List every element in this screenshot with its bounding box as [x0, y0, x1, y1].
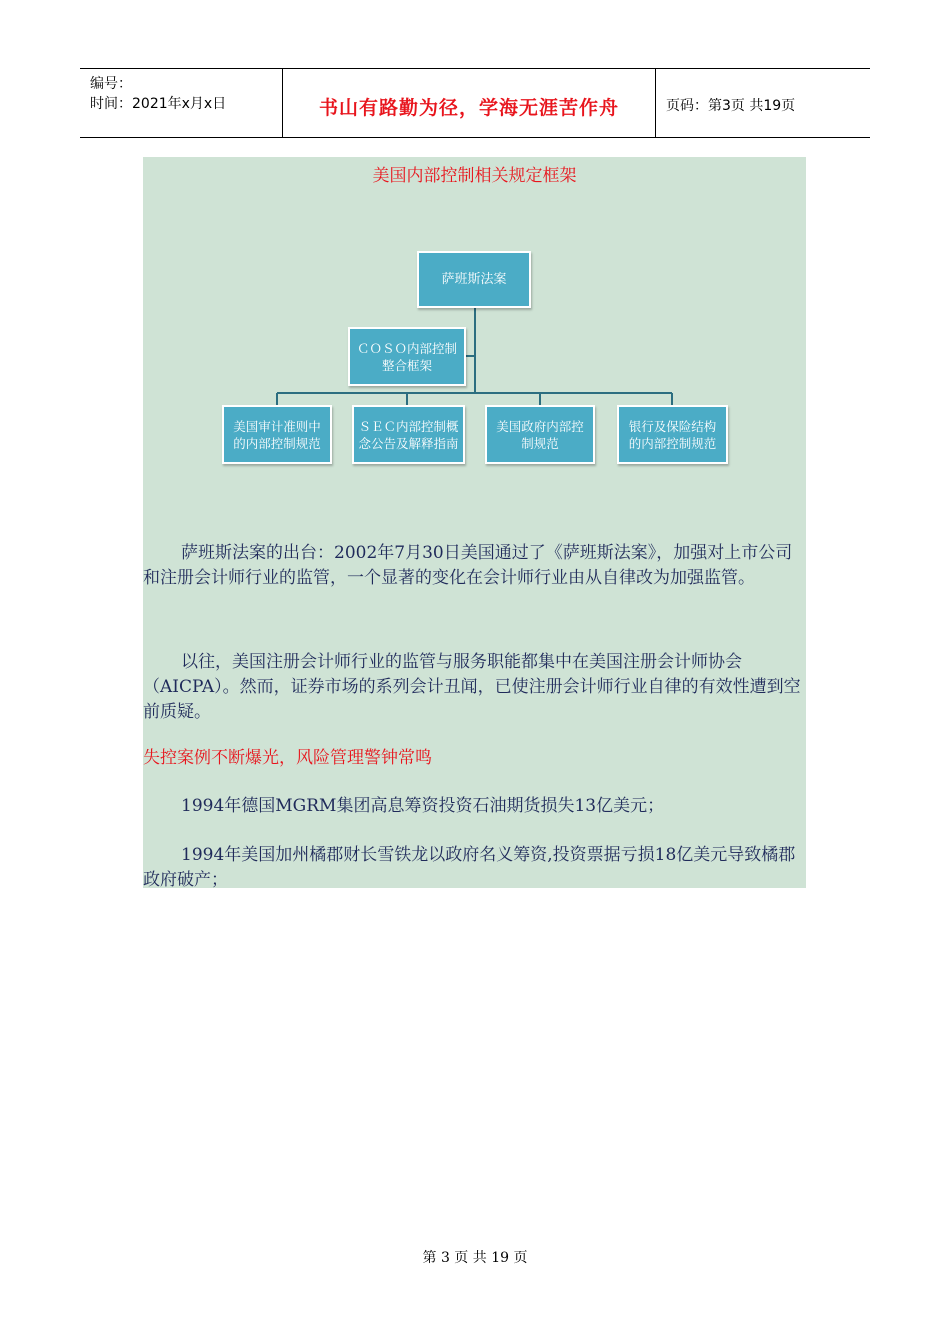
paragraph-mgrm: 1994年德国MGRM集团高息筹资投资石油期货损失13亿美元；: [181, 796, 665, 816]
page-label: 页码：第3页 共19页: [666, 98, 796, 114]
chart-node-root: 萨班斯法案: [417, 251, 531, 308]
section-heading: 失控案例不断爆光，风险管理警钟常鸣: [143, 748, 432, 768]
header-page-cell: [656, 69, 870, 137]
page-footer: 第 3 页 共 19 页: [422, 1250, 528, 1266]
chart-node-child-2: ＳＥＣ内部控制概念公告及解释指南: [352, 405, 465, 464]
motto: 书山有路勤为径，学海无涯苦作舟: [318, 97, 619, 119]
paragraph-aicpa: 以往，美国注册会计师行业的监管与服务职能都集中在美国注册会计师协会（AICPA）。然而，证券市场的系列会计丑闻，已使注册会计师行业自律的有效性遭到空前质疑。: [143, 652, 801, 722]
chart-node-child-1: 美国审计准则中的内部控制规范: [222, 405, 332, 464]
header-info-cell: [80, 69, 283, 137]
page-header: [80, 68, 870, 138]
chart-node-coso: ＣＯＳＯ内部控制整合框架: [348, 327, 466, 386]
content-panel: [143, 157, 806, 888]
chart-node-child-4: 银行及保险结构的内部控制规范: [617, 405, 728, 464]
chart-node-child-3: 美国政府内部控制规范: [485, 405, 595, 464]
org-chart: [143, 157, 806, 497]
header-motto-cell: [283, 69, 656, 137]
time-label: 时间：2021年x月x日: [90, 96, 227, 112]
paragraph-sox: 萨班斯法案的出台：2002年7月30日美国通过了《萨班斯法案》，加强对上市公司和注册会计师行业的监管，一个显著的变化在会计师行业由从自律改为加强监管。: [143, 543, 793, 588]
number-label: 编号：: [90, 76, 132, 92]
chart-title: 美国内部控制相关规定框架: [372, 166, 577, 186]
paragraph-orange-county: 1994年美国加州橘郡财长雪铁龙以政府名义筹资,投资票据亏损18亿美元导致橘郡政府破产；: [143, 845, 796, 890]
